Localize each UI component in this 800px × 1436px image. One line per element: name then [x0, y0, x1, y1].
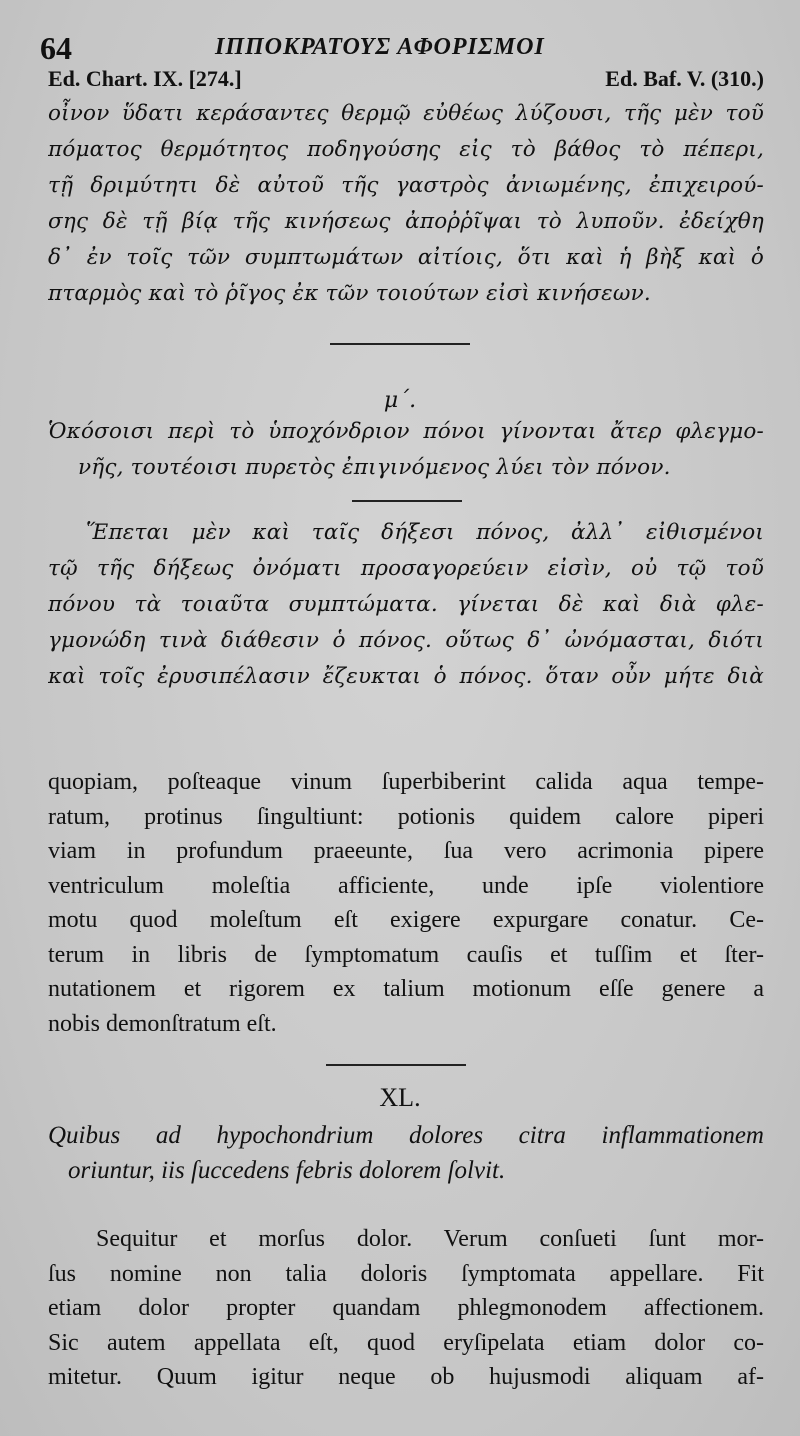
text-line: motu quod moleſtum eſt exigere expurgare conatur. Ce- [48, 907, 764, 933]
text-line: Quibus ad hypochondrium dolores citra inflammationem [48, 1122, 764, 1149]
text-line: τῷ τῆς δήξεως ὀνόματι προσαγορεύειν εἰσὶν, οὐ τῷ τοῦ [48, 556, 764, 581]
text-line: καὶ τοῖς ἐρυσιπέλασιν ἔζευκται ὁ πόνος. ὅταν οὖν μήτε διὰ [48, 664, 764, 689]
text-line: Ἕπεται μὲν καὶ ταῖς δήξεσι πόνος, ἀλλ᾽ εἰθισμένοι [86, 520, 764, 545]
edition-basel-ref: Ed. Baf. V. (310.) [605, 66, 764, 91]
text-line: oriuntur, iis ſuccedens febris dolorem ſolvit. [68, 1157, 506, 1184]
text-line: πόματος θερμότητος ποδηγούσης εἰς τὸ βάθος τὸ πέπερι, [48, 137, 764, 162]
text-line: quopiam, poſteaque vinum ſuperbiberint calida aqua tempe- [48, 769, 764, 795]
greek-aphorism-number: μ΄. [383, 388, 417, 413]
section-divider [330, 343, 470, 345]
section-divider [326, 1064, 466, 1066]
greek-commentary-bottom [48, 515, 764, 695]
latin-aphorism [48, 1118, 764, 1188]
page-number: 64 [40, 30, 72, 66]
latin-commentary-bottom [48, 1222, 764, 1395]
text-line: πόνου τὰ τοιαῦτα συμπτώματα. γίνεται δὲ καὶ διὰ φλε- [48, 592, 764, 617]
latin-aphorism-number: XL. [379, 1083, 421, 1112]
page-header [40, 30, 760, 66]
latin-commentary-top [48, 765, 764, 1041]
text-line: πταρμὸς καὶ τὸ ῥῖγος ἐκ τῶν τοιούτων εἰσὶ κινήσεων. [48, 281, 651, 306]
text-line: terum in libris de ſymptomatum cauſis et tuſſim et ſter- [48, 941, 764, 968]
text-line: Sequitur et morſus dolor. Verum conſueti ſunt mor- [96, 1226, 764, 1252]
section-divider [352, 500, 462, 502]
running-title: ΙΠΠΟΚΡΑΤΟΥΣ ΑΦΟΡΙΣΜΟΙ [215, 34, 545, 60]
text-line: ſus nomine non talia doloris ſymptomata appellare. Fit [48, 1260, 764, 1287]
text-line: nobis demonſtratum eſt. [48, 1010, 277, 1037]
greek-commentary-top [48, 96, 764, 312]
edition-chartier-ref: Ed. Chart. IX. [274.] [48, 66, 242, 91]
text-line: δ᾽ ἐν τοῖς τῶν συμπτωμάτων αἰτίοις, ὅτι καὶ ἡ βὴξ καὶ ὁ [48, 245, 764, 270]
text-line: nutationem et rigorem ex talium motionum eſſe genere a [48, 976, 764, 1002]
text-line: viam in profundum praeeunte, ſua vero acrimonia pipere [48, 838, 764, 864]
text-line: ratum, protinus ſingultiunt: potionis quidem calore piperi [48, 803, 764, 830]
text-line: mitetur. Quum igitur neque ob hujusmodi aliquam af- [48, 1364, 764, 1390]
text-line: νῆς, τουτέοισι πυρετὸς ἐπιγινόμενος λύει τὸν πόνον. [78, 455, 671, 480]
text-line: τῇ δριμύτητι δὲ αὐτοῦ τῆς γαστρὸς ἀνιωμένης, ἐπιχειρού- [48, 173, 764, 198]
text-line: Ὁκόσοισι περὶ τὸ ὑποχόνδριον πόνοι γίνονται ἄτερ φλεγμο- [48, 419, 764, 444]
text-line: οἶνον ὕδατι κεράσαντες θερμῷ εὐθέως λύζουσι, τῆς μὲν τοῦ [48, 101, 764, 126]
text-line: σης δὲ τῇ βίᾳ τῆς κινήσεως ἀποῤῥῖψαι τὸ λυποῦν. ἐδείχθη [48, 209, 764, 234]
text-line: γμονώδη τινὰ διάθεσιν ὁ πόνος. οὕτως δ᾽ ὠνόμασται, διότι [48, 628, 764, 653]
text-line: ventriculum moleſtia afficiente, unde ipſe violentiore [48, 872, 764, 899]
edition-reference-line [48, 66, 764, 94]
greek-aphorism [48, 414, 764, 486]
text-line: Sic autem appellata eſt, quod eryſipelata etiam dolor co- [48, 1329, 764, 1356]
text-line: etiam dolor propter quandam phlegmonodem affectionem. [48, 1295, 764, 1321]
